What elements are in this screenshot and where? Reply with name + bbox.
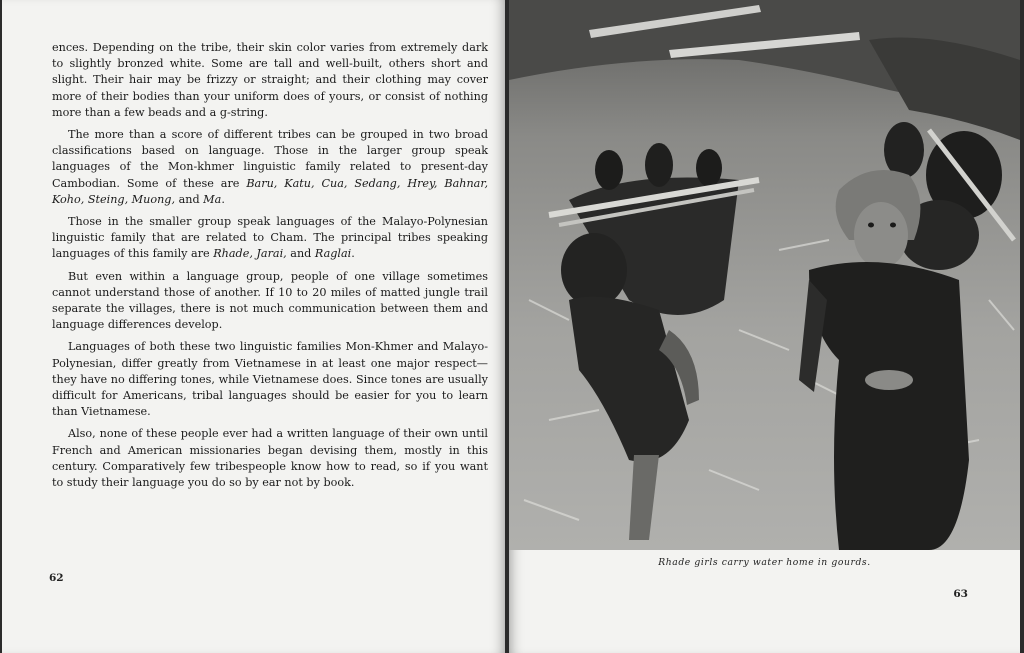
mon-khmer-tribe-last: Ma xyxy=(203,192,222,206)
and-word: and xyxy=(175,192,204,206)
paragraph-1: ences. Depending on the tribe, their skin color varies from extremely dark to slightly bronzed white. Some are tall and well-built, others short and slight. Their hair may be frizzy or straight; and their clothing may cover more of their bodies than your uniform does of yours, or consist of nothing more than a few beads and a g-string. xyxy=(52,41,488,119)
left-page xyxy=(2,0,505,653)
period: . xyxy=(351,247,355,261)
paragraph-3-text: Those in the smaller group speak languages of the Malayo-Polynesian linguistic family that are related to Cham. The principal tribes speaking languages of this family are xyxy=(52,215,488,261)
paragraph-5: Languages of both these two linguistic families Mon-Khmer and Malayo-Polynesian, differ greatly from Vietnamese in at least one major respect—they have no differing tones, while Vietnamese does. Since tones are usually difficult for Americans, tribal languages should be easier for you to learn than Vietnamese. xyxy=(52,340,488,419)
paragraph-2 xyxy=(52,127,488,208)
photo-illustration xyxy=(509,0,1020,550)
mon-khmer-tribe-list: Baru, Katu, Cua, Sedang, Hrey, Bahnar, Koho, Steing, Muong, xyxy=(52,176,488,206)
paragraph-4: But even within a language group, people of one village sometimes cannot understand those of another. If 10 to 20 miles of matted jungle trail separate the villages, there is not much communication between them and language differences develop. xyxy=(52,269,488,332)
scan-edge-right xyxy=(1020,0,1024,653)
page-number-right: 63 xyxy=(953,588,968,600)
paragraph-2-text: The more than a score of different tribes can be grouped in two broad classifications based on language. Those in the larger group speak languages of the Mon-khmer linguistic family related to present-day Cambodian. Some of these are xyxy=(52,128,488,190)
malayo-tribe-list: Rhade, Jarai, xyxy=(213,247,287,261)
photograph xyxy=(509,0,1020,550)
and-word: and xyxy=(286,247,315,261)
body-text xyxy=(52,40,488,497)
right-page xyxy=(509,0,1020,653)
paragraph-6: Also, none of these people ever had a written language of their own until French and American missionaries began devising them, mostly in this century. Comparatively few tribespeople know how to read, so if you want to study their language you do so by ear not by book. xyxy=(52,427,488,490)
paragraph-3 xyxy=(52,214,488,263)
malayo-tribe-last: Raglai xyxy=(314,247,352,261)
period: . xyxy=(221,192,225,206)
page-number-left: 62 xyxy=(49,572,64,584)
photo-caption: Rhade girls carry water home in gourds. xyxy=(658,557,871,568)
